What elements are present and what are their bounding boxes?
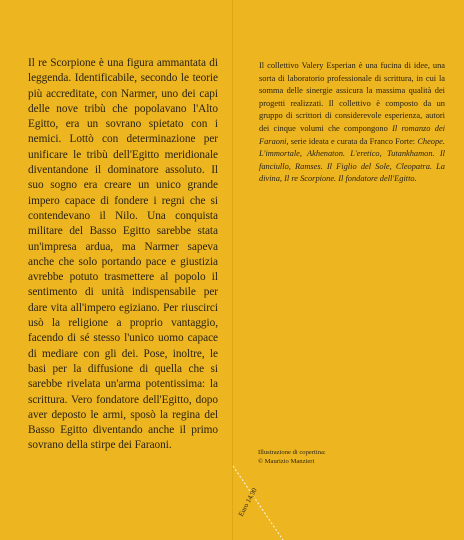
price-label: Euro 14,90 (237, 486, 259, 518)
illustration-label: Illustrazione di copertina: (258, 449, 326, 456)
illustrator-name: © Maurizio Manzieri (258, 458, 315, 466)
series-title: Il romanzo dei Faraoni (259, 123, 446, 146)
series-titles: Cheope. L'immortale, Akhenaton. L'eretico, Tutankhamon. Il fanciullo, Ramses. Il Figlio del Sole, Cleopatra. La divina, Il re Scorpione. Il fondatore dell'Egitto. (259, 136, 445, 184)
bio-intro: Il collettivo Valery Esperian è una fucina di idee, una sorta di laboratorio professionale di scrittura, in cui la somma delle sinergie assicura la massima qualità dei progetti realizzati. Il collettivo è composto da un gruppo di scrittori di considerevole esperienza, autori dei cinque volumi che compongono (259, 61, 445, 133)
cover-credits (258, 448, 408, 466)
book-blurb: Il re Scorpione è una figura ammantata di leggenda. Identificabile, secondo le teorie più accreditate, con Narmer, uno dei capi delle nove tribù che popolavano l'Alto Egitto, era un sovrano spietato con i nemici. Lottò con determinazione per unificare le tribù dell'Egitto meridionale diventandone il dominatore assoluto. Il suo sogno era creare un unico grande impero capace di fondere i regni che si contendevano il Nilo. Una conquista militare del Basso Egitto sarebbe stata un'impresa ardua, ma Narmer sapeva anche che solo portando pace e giustizia avrebbe potuto trasmettere al popolo il sentimento di unità indispensabile per dare vita all'impero egiziano. Per riuscirci usò la religione a proprio vantaggio, facendo di sé stesso l'unico uomo capace di mediare con gli dei. Pose, inoltre, le basi per la diffusione di quella che si sarebbe rivelata un'arma potentissima: la scrittura. Vero fondatore dell'Egitto, dopo aver deposto le armi, sposò la regina del Basso Egitto diventando anche il primo sovrano della stirpe dei Faraoni. (28, 57, 218, 452)
bio-mid: , serie ideata e curata da Franco Forte: (286, 136, 418, 146)
right-flap (232, 0, 464, 540)
